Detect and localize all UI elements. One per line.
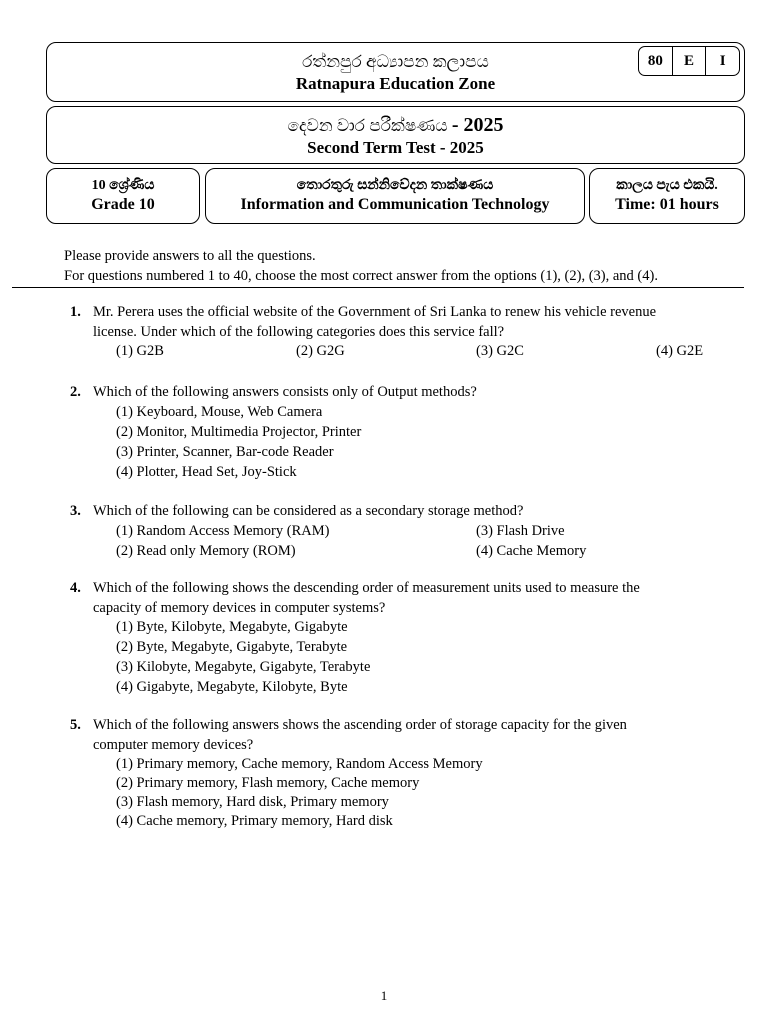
question-text-line: Mr. Perera uses the official website of the Government of Sri Lanka to renew his vehicle revenue: [93, 304, 657, 320]
option: (1) G2B: [116, 343, 164, 359]
time-box: [589, 168, 745, 224]
question-text-line: Which of the following answers consists only of Output methods?: [93, 384, 477, 400]
question-text-line: Which of the following answers shows the ascending order of storage capacity for the given: [93, 717, 627, 733]
options: [116, 755, 716, 831]
question-1: [66, 303, 716, 362]
instruction-line: For questions numbered 1 to 40, choose the most correct answer from the options (1), (2), (3), and (4).: [64, 268, 658, 284]
options: [116, 522, 716, 562]
question-number: 2.: [70, 384, 81, 400]
question-5: [66, 716, 716, 831]
option: (3) Flash Drive: [476, 522, 565, 539]
question-3: [66, 502, 716, 562]
test-title-english: Second Term Test - 2025: [307, 138, 484, 157]
option: (1) Random Access Memory (RAM): [116, 522, 330, 539]
question-4: [66, 579, 716, 698]
option: (2) G2G: [296, 343, 345, 359]
grade-sinhala: 10 ශ්‍රේණිය: [91, 178, 155, 193]
option: (3) Kilobyte, Megabyte, Gigabyte, Terabyte: [116, 659, 371, 675]
question-text-line: Which of the following can be considered as a secondary storage method?: [93, 503, 524, 519]
options: [116, 342, 716, 362]
question-number: 4.: [70, 580, 81, 596]
time-sinhala: කාලය පැය එකයි.: [616, 178, 718, 193]
zone-title-sinhala: රත්නපුර අධ්‍යාපන කලාපය: [302, 52, 489, 71]
option: (1) Primary memory, Cache memory, Random Access Memory: [116, 756, 483, 772]
grade-box: [46, 168, 200, 224]
paper-code-medium: E: [673, 47, 707, 75]
option: (2) Read only Memory (ROM): [116, 542, 296, 559]
test-header: [46, 106, 745, 164]
question-2: [66, 383, 716, 483]
question-text-line: Which of the following shows the descending order of measurement units used to measure the: [93, 580, 640, 596]
option: (3) G2C: [476, 343, 524, 359]
question-text: [93, 383, 716, 403]
question-text: [93, 579, 716, 618]
option: (2) Primary memory, Flash memory, Cache memory: [116, 775, 420, 791]
option: (1) Keyboard, Mouse, Web Camera: [116, 403, 323, 420]
page-number: 1: [380, 988, 388, 1003]
question-text: [93, 716, 716, 755]
option: (2) Byte, Megabyte, Gigabyte, Terabyte: [116, 639, 348, 655]
option: (4) Gigabyte, Megabyte, Kilobyte, Byte: [116, 679, 348, 695]
test-title-sinhala: දෙවන වාර පරීක්ෂණය - 2025: [287, 114, 504, 136]
question-text: [93, 303, 716, 342]
zone-title-english: Ratnapura Education Zone: [295, 74, 496, 93]
subject-box: [205, 168, 585, 224]
option: (4) Plotter, Head Set, Joy-Stick: [116, 463, 297, 480]
question-text-line: license. Under which of the following categories does this service fall?: [93, 323, 505, 340]
question-number: 3.: [70, 503, 81, 519]
paper-code-part: I: [719, 52, 726, 69]
test-title-sinhala-text: දෙවන වාර පරීක්ෂණය: [287, 116, 448, 135]
question-text-line: capacity of memory devices in computer systems?: [93, 599, 386, 616]
paper-code: [638, 46, 740, 76]
grade-english: Grade 10: [91, 196, 155, 213]
option: (2) Monitor, Multimedia Projector, Printer: [116, 423, 362, 440]
question-number: 1.: [70, 304, 81, 320]
option: (1) Byte, Kilobyte, Megabyte, Gigabyte: [116, 619, 348, 635]
instruction-line: Please provide answers to all the questions.: [64, 248, 316, 264]
question-text: [93, 502, 716, 522]
question-text-line: computer memory devices?: [93, 736, 254, 753]
subject-sinhala: තොරතුරු සන්නිවේදන තාක්ෂණය: [296, 178, 494, 193]
time-english: Time: 01 hours: [615, 196, 719, 213]
option: (4) Cache memory, Primary memory, Hard disk: [116, 813, 393, 829]
options: [116, 618, 716, 698]
subject-english: Information and Communication Technology: [240, 196, 550, 213]
test-year: 2025: [463, 114, 504, 136]
question-number: 5.: [70, 717, 81, 733]
instructions: [64, 246, 658, 286]
options: [116, 403, 716, 483]
option: (3) Flash memory, Hard disk, Primary memory: [116, 794, 389, 810]
paper-code-number: 80: [639, 47, 673, 75]
option: (4) G2E: [656, 343, 704, 359]
option: (4) Cache Memory: [476, 542, 587, 559]
divider-line: [12, 287, 744, 288]
option: (3) Printer, Scanner, Bar-code Reader: [116, 443, 334, 460]
